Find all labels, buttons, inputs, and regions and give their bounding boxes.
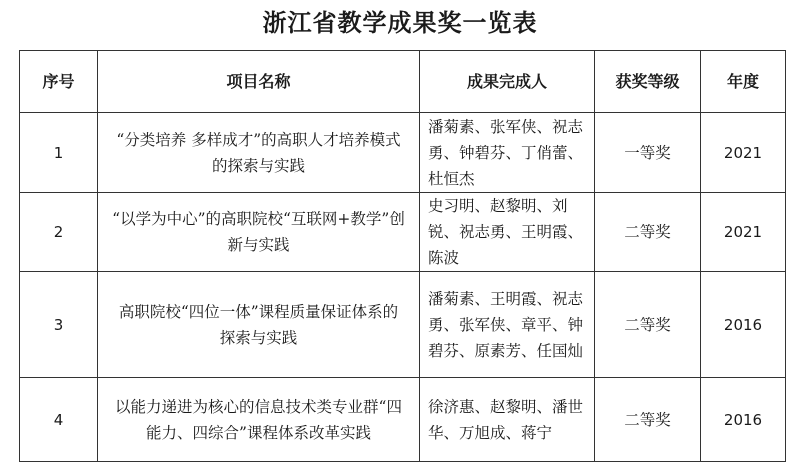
row-award-level: 二等奖 bbox=[595, 193, 701, 272]
row-index: 2 bbox=[20, 193, 98, 272]
table-row bbox=[20, 272, 786, 378]
column-header-award: 获奖等级 bbox=[595, 51, 701, 113]
column-header-project: 项目名称 bbox=[98, 51, 420, 113]
row-project-name: “以学为中心”的高职院校“互联网+教学”创新与实践 bbox=[98, 193, 420, 272]
page-title: 浙江省教学成果奖一览表 bbox=[262, 8, 538, 37]
column-header-index: 序号 bbox=[20, 51, 98, 113]
row-people: 史习明、赵黎明、刘锐、祝志勇、王明霞、陈波 bbox=[420, 193, 595, 272]
award-table bbox=[19, 50, 786, 462]
column-header-people: 成果完成人 bbox=[420, 51, 595, 113]
row-project-name: 以能力递进为核心的信息技术类专业群“四能力、四综合”课程体系改革实践 bbox=[98, 378, 420, 462]
row-award-level: 二等奖 bbox=[595, 272, 701, 378]
row-year: 2016 bbox=[701, 272, 786, 378]
row-people: 潘菊素、张军侠、祝志勇、钟碧芬、丁俏蕾、杜恒杰 bbox=[420, 113, 595, 193]
row-year: 2021 bbox=[701, 113, 786, 193]
row-project-name: 高职院校“四位一体”课程质量保证体系的探索与实践 bbox=[98, 272, 420, 378]
table-header-row bbox=[20, 51, 786, 113]
table-row bbox=[20, 113, 786, 193]
row-award-level: 一等奖 bbox=[595, 113, 701, 193]
row-people: 潘菊素、王明霞、祝志勇、张军侠、章平、钟碧芬、原素芳、任国灿 bbox=[420, 272, 595, 378]
row-project-name: “分类培养 多样成才”的高职人才培养模式的探索与实践 bbox=[98, 113, 420, 193]
table-row bbox=[20, 378, 786, 462]
row-award-level: 二等奖 bbox=[595, 378, 701, 462]
table-row bbox=[20, 193, 786, 272]
row-index: 1 bbox=[20, 113, 98, 193]
row-year: 2016 bbox=[701, 378, 786, 462]
row-index: 3 bbox=[20, 272, 98, 378]
column-header-year: 年度 bbox=[701, 51, 786, 113]
row-year: 2021 bbox=[701, 193, 786, 272]
row-index: 4 bbox=[20, 378, 98, 462]
row-people: 徐济惠、赵黎明、潘世华、万旭成、蒋宁 bbox=[420, 378, 595, 462]
